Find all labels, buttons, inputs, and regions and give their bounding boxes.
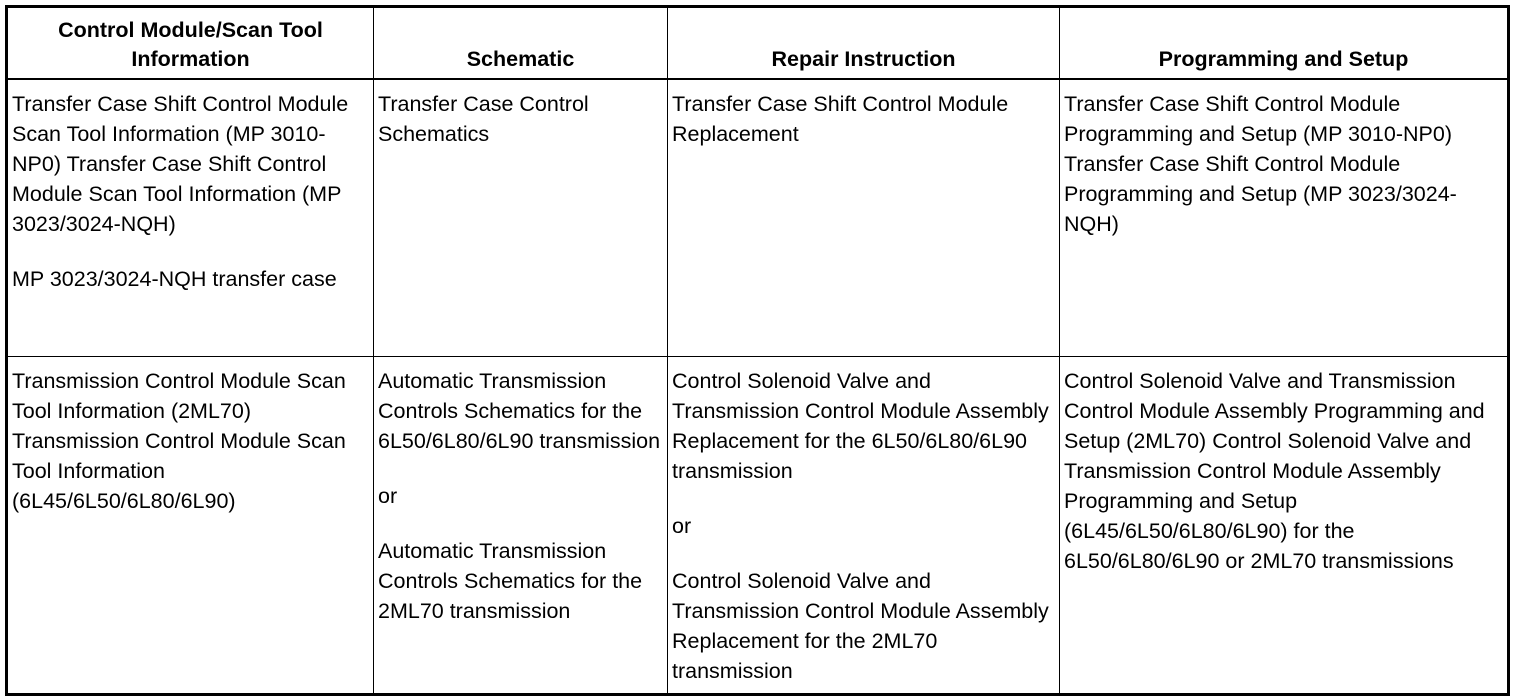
cell-text: Transfer Case Shift Control Module Replacement (672, 92, 1009, 146)
cell-text: MP 3023/3024-NQH transfer case (12, 267, 337, 291)
cell-text: Control Solenoid Valve and Transmission Control Module Assembly Replacement for the 6L50/6L80/6L90 transmission (672, 368, 1049, 483)
cell-text: Transmission Control Module Scan Tool Information (2ML70) Transmission Control Module Scan Tool Information (6L45/6L50/6L80/6L90) (12, 368, 346, 513)
cell-text: or (378, 483, 398, 508)
table-row (7, 356, 1509, 694)
cell-text: Automatic Transmission Controls Schematics for the 2ML70 transmission (378, 538, 643, 623)
header-schematic: Schematic (374, 7, 668, 80)
cell-programming (1060, 356, 1509, 694)
header-control-module: Control Module/Scan Tool Information (7, 7, 374, 80)
cell-repair (668, 79, 1060, 356)
table-row (7, 79, 1509, 356)
cell-text: Transfer Case Control Schematics (378, 92, 589, 146)
header-repair-instruction: Repair Instruction (668, 7, 1060, 80)
header-programming-setup: Programming and Setup (1060, 7, 1509, 80)
table-header-row (7, 7, 1509, 80)
cell-module-info (7, 356, 374, 694)
cell-schematic (374, 356, 668, 694)
module-info-table (5, 5, 1510, 696)
cell-programming (1060, 79, 1509, 356)
cell-repair (668, 356, 1060, 694)
cell-text: or (672, 513, 692, 538)
cell-text: Transfer Case Shift Control Module Scan Tool Information (MP 3010-NP0) Transfer Case Shift Control Module Scan Tool Information (MP 3023/3024-NQH) (12, 92, 349, 236)
cell-text: Automatic Transmission Controls Schematics for the 6L50/6L80/6L90 transmission (378, 368, 661, 453)
cell-schematic (374, 79, 668, 356)
cell-text: Control Solenoid Valve and Transmission Control Module Assembly Programming and Setup (2ML70) Control Solenoid Valve and Transmission Control Module Assembly Programming and Setup (6L45/6L50/6L80/6L90) for the 6L50/6L80/6L90 or 2ML70 transmissions (1064, 368, 1485, 573)
cell-module-info (7, 79, 374, 356)
cell-text: Transfer Case Shift Control Module Programming and Setup (MP 3010-NP0) Transfer Case Shift Control Module Programming and Setup (MP 3023/3024-NQH) (1064, 92, 1457, 236)
cell-text: Control Solenoid Valve and Transmission Control Module Assembly Replacement for the 2ML70 transmission (672, 568, 1049, 683)
